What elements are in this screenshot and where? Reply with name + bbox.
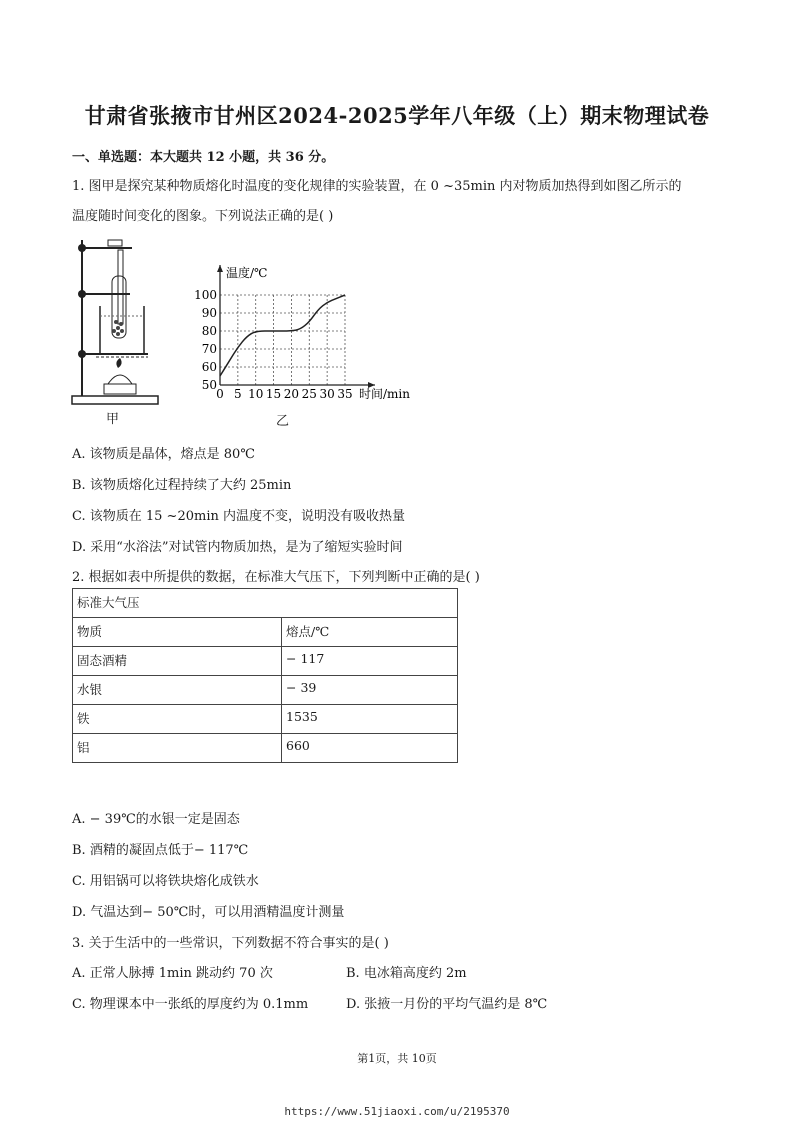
q2-option-c: C. 用铝锅可以将铁块熔化成铁水 bbox=[72, 874, 259, 889]
temperature-time-chart bbox=[190, 250, 420, 420]
section-heading: 一、单选题：本大题共 12 小题，共 36 分。 bbox=[72, 150, 335, 165]
x-tick-label: 15 bbox=[265, 387, 282, 401]
table-row bbox=[73, 647, 458, 676]
q1-option-d: D. 采用“水浴法”对试管内物质加热，是为了缩短实验时间 bbox=[72, 540, 403, 555]
temperature-curve bbox=[220, 295, 345, 376]
table-row bbox=[73, 705, 458, 734]
y-tick-label: 60 bbox=[201, 360, 217, 374]
q1-option-b: B. 该物质熔化过程持续了大约 25min bbox=[72, 478, 292, 493]
table-cell: − 39 bbox=[282, 676, 458, 705]
table-cell: 水银 bbox=[73, 676, 282, 705]
table-cell: 固态酒精 bbox=[73, 647, 282, 676]
q2-option-d: D. 气温达到− 50℃时，可以用酒精温度计测量 bbox=[72, 905, 345, 920]
y-axis-label: 温度/℃ bbox=[226, 266, 268, 280]
q1-stem-line2: 温度随时间变化的图象。下列说法正确的是( ) bbox=[72, 209, 334, 224]
q1-stem-line1: 1. 图甲是探究某种物质熔化时温度的变化规律的实验装置，在 0 ~35min 内对物质加热得到如图乙所示的 bbox=[72, 179, 682, 194]
q3-option-d: D. 张掖一月份的平均气温约是 8℃ bbox=[346, 997, 548, 1012]
page-title: 甘肃省张掖市甘州区2024-2025学年八年级（上）期末物理试卷 bbox=[84, 103, 710, 128]
melting-point-table bbox=[72, 588, 458, 763]
q3-option-a: A. 正常人脉搏 1min 跳动约 70 次 bbox=[72, 966, 273, 981]
table-column-header: 物质 bbox=[73, 618, 282, 647]
y-tick-label: 70 bbox=[201, 342, 217, 356]
x-tick-label: 10 bbox=[248, 387, 264, 401]
q3-option-c: C. 物理课本中一张纸的厚度约为 0.1mm bbox=[72, 997, 309, 1012]
table-cell: 铁 bbox=[73, 705, 282, 734]
q2-stem: 2. 根据如表中所提供的数据，在标准大气压下，下列判断中正确的是( ) bbox=[72, 570, 480, 585]
figure-caption-jia: 甲 bbox=[106, 412, 120, 427]
table-cell: − 117 bbox=[282, 647, 458, 676]
x-tick-label: 5 bbox=[234, 387, 242, 401]
table-cell: 1535 bbox=[282, 705, 458, 734]
figure-caption-yi: 乙 bbox=[276, 414, 290, 429]
y-axis-arrow bbox=[217, 265, 223, 272]
x-axis-label: 时间/min bbox=[359, 387, 410, 401]
x-tick-label: 30 bbox=[319, 387, 335, 401]
apparatus-figure bbox=[68, 236, 168, 410]
y-tick-label: 50 bbox=[201, 378, 217, 392]
y-tick-label: 100 bbox=[194, 288, 217, 302]
source-watermark: https://www.51jiaoxi.com/u/2195370 bbox=[284, 1105, 510, 1118]
x-tick-label: 20 bbox=[283, 387, 300, 401]
q2-option-a: A. − 39℃的水银一定是固态 bbox=[72, 812, 240, 827]
x-tick-label: 25 bbox=[301, 387, 317, 401]
q1-option-c: C. 该物质在 15 ~20min 内温度不变，说明没有吸收热量 bbox=[72, 509, 405, 524]
table-column-header: 熔点/℃ bbox=[282, 618, 458, 647]
table-row bbox=[73, 734, 458, 763]
q2-option-b: B. 酒精的凝固点低于− 117℃ bbox=[72, 843, 249, 858]
x-tick-label: 0 bbox=[216, 387, 224, 401]
page-footer: 第1页，共 10页 bbox=[357, 1052, 437, 1065]
table-row bbox=[73, 676, 458, 705]
table-header-cell: 标准大气压 bbox=[73, 589, 458, 618]
q1-option-a: A. 该物质是晶体，熔点是 80℃ bbox=[72, 447, 255, 462]
table-row bbox=[73, 618, 458, 647]
x-tick-label: 35 bbox=[337, 387, 353, 401]
table-cell: 660 bbox=[282, 734, 458, 763]
y-tick-label: 90 bbox=[201, 306, 217, 320]
table-cell: 铝 bbox=[73, 734, 282, 763]
table-row bbox=[73, 589, 458, 618]
y-tick-label: 80 bbox=[201, 324, 217, 338]
q3-option-b: B. 电冰箱高度约 2m bbox=[346, 966, 467, 981]
q3-stem: 3. 关于生活中的一些常识，下列数据不符合事实的是( ) bbox=[72, 936, 389, 951]
